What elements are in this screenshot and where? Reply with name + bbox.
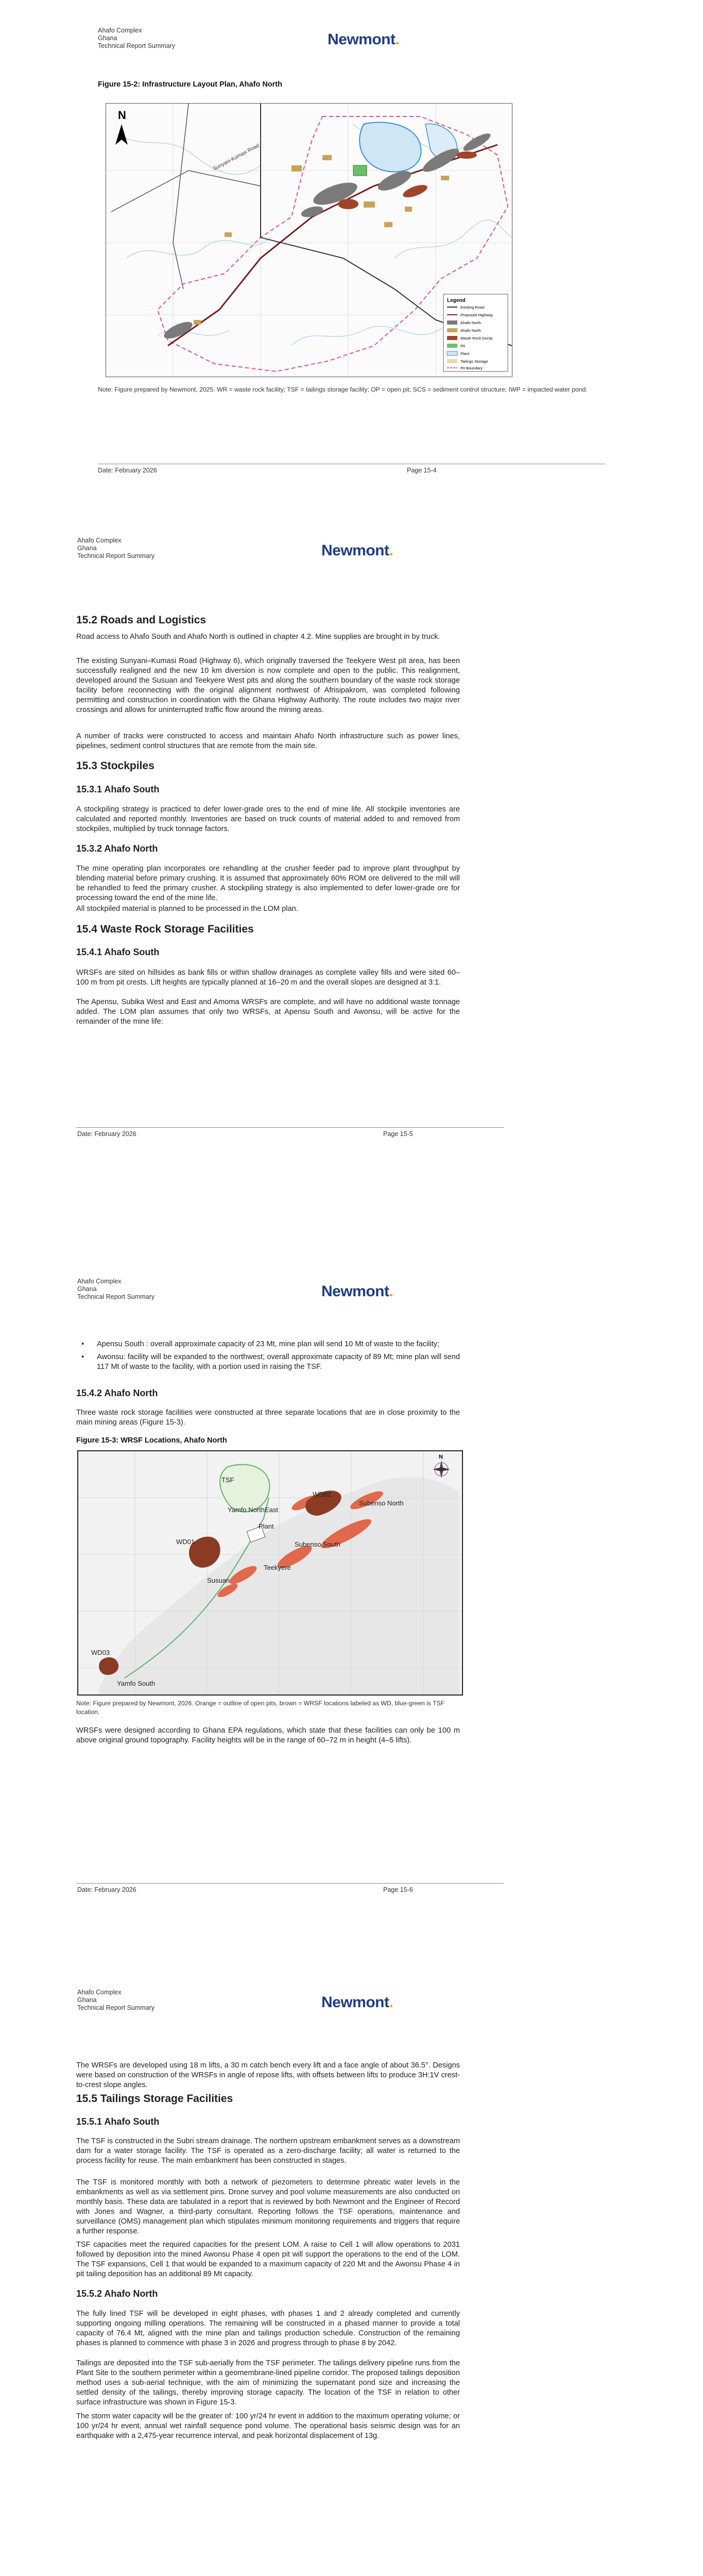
list-item: • Apensu South : overall approximate capacity of 23 Mt, mine plan will send 10 Mt of waste to the facility; (81, 1340, 440, 1348)
label-teekyere: Teekyere (264, 1564, 291, 1571)
tsf-outline (220, 1465, 270, 1512)
paragraph: WRSFs are sited on hillsides as bank fills or within shallow drainages as complete valley fills and were sited 60–100 m from pit crests. Lift heights are typically planned at 16–20 m and the overall slopes are designed at 3:1. (76, 969, 460, 987)
paragraph: All stockpiled material is planned to be processed in the LOM plan. (76, 905, 298, 913)
paragraph: The Apensu, Subika West and East and Amoma WRSFs are complete, and will have no additional waste tonnage added. The LOM plan assumes that only two WRSFs, at Apensu South and Awonsu, will be active for the remainder of the mine life: (76, 998, 460, 1026)
subsection-heading-15-4-2: 15.4.2 Ahafo North (76, 1388, 158, 1398)
paragraph: WRSFs were designed according to Ghana EPA regulations, which state that these facilities can only be 100 m above original ground topography. Facility heights will be in the range of 60–72 m in height (4–5 lifts). (76, 1726, 460, 1744)
footer-date: Date: February 2026 (98, 467, 157, 474)
section-heading-15-2: 15.2 Roads and Logistics (76, 614, 207, 626)
wrsf-map-svg (78, 1451, 462, 1694)
page-2 (0, 515, 703, 1185)
section-heading-15-4: 15.4 Waste Rock Storage Facilities (76, 923, 254, 935)
header-report-type: Technical Report Summary (98, 42, 176, 49)
svg-text:Pit Boundary: Pit Boundary (460, 366, 483, 370)
paragraph: TSF capacities meet the required capacities for the present LOM. A raise to Cell 1 will allow operations to 2031 followed by deposition into the mined Awonsu Phase 4 open pit will support the operations to the end of the LOM. The TSF expansions, Cell 1 that would be expanded to a maximum capacity of 220 Mt and the Awonsu Phase 4 in pit tailing deposition has an additional 89 Mt capacity. (76, 2241, 460, 2278)
svg-text:Ahafo North: Ahafo North (460, 328, 482, 333)
figure-note: Note: Figure prepared by Newmont, 2026. Orange = outline of open pits, brown = WRSF locations labeled as WD, blue-green is TSF location. (76, 1700, 445, 1716)
paragraph: The mine operating plan incorporates ore rehandling at the crusher feeder pad to improve plant throughput by blending material before primary crushing. It is assumed that approximately 60% ROM ore delivered to the mill will be rehandled to feed the primary crusher. A stockpiling strategy is also implemented to defer lower-grade ore for processing toward the end of the mine life. (76, 865, 460, 902)
report-header (77, 1278, 155, 1301)
footer-rule (76, 1883, 504, 1884)
header-country: Ghana (77, 545, 97, 552)
figure-caption: Figure 15-2: Infrastructure Layout Plan, Ahafo North (98, 80, 282, 89)
footer-page-number: Page 15-4 (407, 467, 437, 474)
north-arrow (115, 109, 128, 145)
footer-page-number: Page 15-6 (383, 1886, 413, 1893)
label-plant: Plant (259, 1522, 274, 1530)
paragraph: The TSF is constructed in the Subri stream drainage. The northern upstream embankment serves as a downstream dam for a water storage facility. The TSF is operated as a zero-discharge facility; all water is returned to the process facility for reuse. The main embankment has been constructed in stages. (76, 2137, 460, 2165)
paragraph: Tailings are deposited into the TSF sub-aerially from the TSF perimeter. The tailings delivery pipeline runs from the Plant Site to the southern perimeter within a geomembrane-lined pipeline corridor. The proposed tailings deposition method uses a sub-aerial technique, with the aim of minimizing the supernatant pond size and increasing the settled density of the tailings, thereby improving storage capacity. The location of the TSF in relation to other surface infrastructure was shown in Figure 15-3. (76, 2359, 460, 2406)
label-tsf: TSF (221, 1476, 234, 1484)
svg-text:Existing Road: Existing Road (460, 305, 485, 310)
map-label-road: Sunyani-Kumasi Road (212, 143, 261, 172)
paragraph: A number of tracks were constructed to access and maintain Ahafo North infrastructure such as power lines, pipelines, sediment control structures that are remote from the main site. (76, 732, 460, 750)
newmont-logo: Newmont. (321, 1283, 393, 1300)
page-4 (0, 1973, 703, 2576)
bullet-list (76, 1340, 460, 1375)
paragraph: The storm water capacity will be the greater of: 100 yr/24 hr event in addition to the maximum operating volume; or 100 yr/24 hr event, annual wet rainfall sequence pond volume. The operational basis seismic design was for an earthquake with a 2,475-year recurrence interval, and peak horizontal displacement of 13g. (76, 2412, 460, 2440)
map-svg (106, 104, 512, 377)
header-company: Ahafo Complex (98, 27, 142, 34)
footer-page-number: Page 15-5 (383, 1130, 413, 1138)
header-report-type: Technical Report Summary (77, 2004, 155, 2011)
page-1 (0, 0, 703, 515)
report-header (77, 537, 155, 560)
report-header (98, 27, 175, 50)
header-company: Ahafo Complex (77, 1989, 122, 1996)
newmont-logo: Newmont. (328, 31, 400, 48)
infrastructure-map (106, 103, 512, 377)
svg-text:Tailings Storage: Tailings Storage (460, 359, 488, 364)
label-yamfo-south: Yamfo South (117, 1680, 156, 1687)
section-heading-15-5: 15.5 Tailings Storage Facilities (76, 2093, 233, 2105)
label-subenso-south: Subenso South (295, 1540, 340, 1548)
subsection-heading-15-3-1: 15.3.1 Ahafo South (76, 784, 160, 794)
list-item: • Awonsu: facility will be expanded to the northwest; overall approximate capacity of 89 Mt; mine plan will send 117 Mt of waste to the facility, with a portion used in raising the TSF. (81, 1353, 460, 1371)
paragraph: The TSF is monitored monthly with both a network of piezometers to determine phreatic water levels in the embankments as well as via settlement pins. Drone survey and pool volume measurements are also conducted on monthly basis. These data are tabulated in a report that is reviewed by both Newmont and the Engineer of Record with Jones and Wagner, a third-party consultant. Reporting follows the TSF operations, maintenance and surveillance (OMS) management plan which stipulates minimum monitoring requirements and triggers that require a further response. (76, 2178, 460, 2235)
svg-text:N: N (439, 1454, 443, 1460)
header-company: Ahafo Complex (77, 1278, 122, 1285)
label-yamfo-northeast: Yamfo NorthEast (228, 1506, 279, 1514)
svg-text:Ahafo North: Ahafo North (460, 320, 482, 325)
label-wd03: WD03 (91, 1649, 110, 1656)
figure-note: Note: Figure prepared by Newmont, 2025. WR = waste rock facility; TSF = tailings storage facility; OP = open pit; SCS = sediment control structure; IWP = impacted water pond. (98, 386, 588, 393)
map-legend (443, 294, 508, 371)
header-country: Ghana (77, 1996, 97, 2004)
newmont-logo: Newmont. (321, 1994, 393, 2011)
paragraph: Road access to Ahafo South and Ahafo North is outlined in chapter 4.2. Mine supplies are brought in by truck. (76, 633, 440, 641)
paragraph: The existing Sunyani–Kumasi Road (Highway 6), which originally traversed the Teekyere West pit area, has been successfully realigned and the new 10 km diversion is now complete and open to the public. This realignment, developed around the Susuan and Teekyere West pits and along the southern boundary of the waste rock storage facility before reconnecting with the original alignment northwest of Afrisipakrom, was completed following permitting and construction in coordination with the Ghana Highway Authority. The route includes two major river crossings and allows for uninterrupted traffic flow around the mining areas. (76, 657, 460, 714)
report-header (77, 1989, 155, 2012)
svg-text:Legend: Legend (447, 298, 466, 303)
footer-rule (76, 1127, 504, 1128)
wrsf-map (77, 1450, 463, 1696)
paragraph: The WRSFs are developed using 18 m lifts, a 30 m catch bench every lift and a face angle of about 36.5°. Designs were based on construction of the WRSFs in angle of repose lifts, with offsets between lifts to produce 3H:1V crest-to-crest slope angles. (76, 2061, 460, 2089)
paragraph: A stockpiling strategy is practiced to defer lower-grade ores to the end of mine life. All stockpile inventories are calculated and reported monthly. Inventories are based on truck counts of material added to and removed from stockpiles, multiplied by truck tonnage factors. (76, 805, 460, 833)
subsection-heading-15-4-1: 15.4.1 Ahafo South (76, 947, 160, 957)
footer-date: Date: February 2026 (77, 1130, 136, 1138)
footer-date: Date: February 2026 (77, 1886, 136, 1893)
subsection-heading-15-5-1: 15.5.1 Ahafo South (76, 2116, 160, 2127)
label-wd02: WD02 (313, 1490, 332, 1498)
header-company: Ahafo Complex (77, 537, 122, 544)
svg-text:Plant: Plant (460, 351, 470, 356)
section-heading-15-3: 15.3 Stockpiles (76, 760, 155, 772)
label-susuan: Susuan (207, 1577, 230, 1584)
svg-text:N: N (118, 109, 126, 122)
logo-accent-icon: . (389, 542, 393, 559)
compass-rose (433, 1454, 450, 1478)
logo-accent-icon: . (389, 1283, 393, 1300)
figure-caption: Figure 15-3: WRSF Locations, Ahafo North (76, 1436, 227, 1445)
header-report-type: Technical Report Summary (77, 1293, 155, 1300)
subsection-heading-15-5-2: 15.5.2 Ahafo North (76, 2289, 158, 2299)
paragraph: The fully lined TSF will be developed in eight phases, with phases 1 and 2 already completed and currently supporting ongoing milling operations. The remaining will be constructed in a phased manner to provide a total capacity of 76.4 Mt, aligned with the mine plan and tailings production schedule. Construction of the remaining phases is planned to commence with phase 3 in 2026 and progress through to phase 8 by 2042. (76, 2310, 460, 2347)
logo-accent-icon: . (389, 1994, 393, 2011)
logo-accent-icon: . (395, 31, 400, 48)
header-country: Ghana (98, 35, 117, 42)
svg-text:Proposed Highway: Proposed Highway (460, 313, 493, 317)
header-report-type: Technical Report Summary (77, 552, 155, 560)
svg-text:Pit: Pit (460, 344, 465, 348)
label-wd01: WD01 (176, 1538, 195, 1546)
newmont-logo: Newmont. (321, 542, 393, 559)
paragraph: Three waste rock storage facilities were constructed at three separate locations that are in close proximity to the main mining areas (Figure 15-3). (76, 1409, 460, 1427)
label-subenso-north: Subenso North (359, 1499, 404, 1507)
svg-text:Waste Rock Dump: Waste Rock Dump (460, 336, 493, 341)
subsection-heading-15-3-2: 15.3.2 Ahafo North (76, 843, 158, 854)
header-country: Ghana (77, 1285, 97, 1293)
page-3 (0, 1185, 703, 1973)
